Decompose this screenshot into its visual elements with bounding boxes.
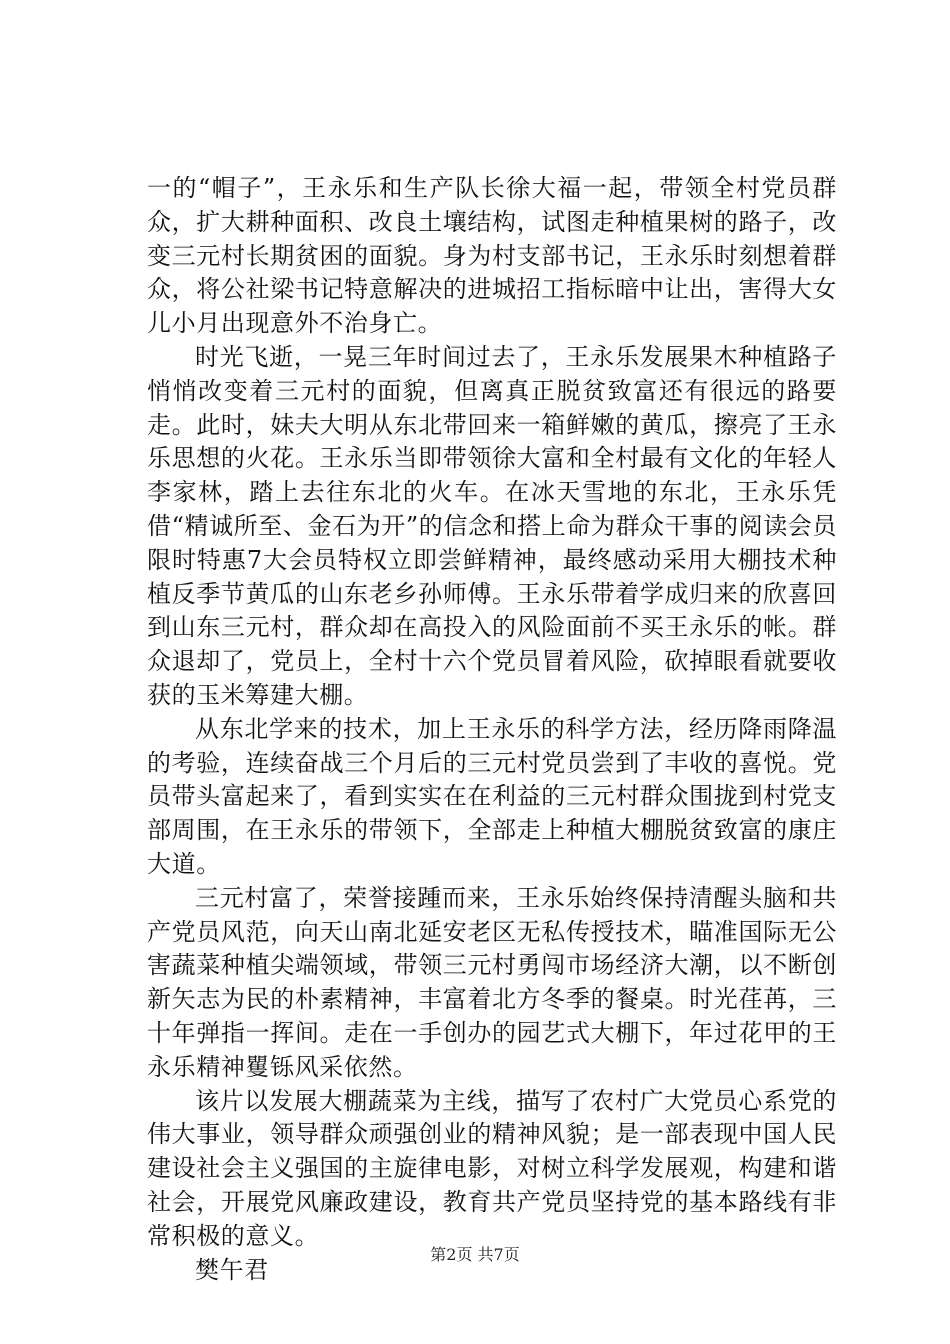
author-name: 樊午君 (195, 1255, 269, 1284)
page-footer (0, 1245, 950, 1265)
paragraph: 从东北学来的技术，加上王永乐的科学方法，经历降雨降温的考验，连续奋战三个月后的三元村党员尝到了丰收的喜悦。党员带头富起来了，看到实实在在利益的三元村群众围拢到村党支部周围，在王永乐的带领下，全部走上种植大棚脱贫致富的康庄大道。 (147, 714, 837, 878)
page-number: 第2页 共7页 (430, 1245, 520, 1264)
document-body (147, 172, 837, 1287)
paragraph-continued: 一的“帽子”，王永乐和生产队长徐大福一起，带领全村党员群众，扩大耕种面积、改良土壤结构，试图走种植果树的路子，改变三元村长期贫困的面貌。身为村支部书记，王永乐时刻想着群众，将公社梁书记特意解决的进城招工指标暗中让出，害得大女儿小月出现意外不治身亡。 (147, 174, 837, 338)
paragraph: 时光飞逝，一晃三年时间过去了，王永乐发展果木种植路子悄悄改变着三元村的面貌，但离真正脱贫致富还有很远的路要走。此时，妹夫大明从东北带回来一箱鲜嫩的黄瓜，擦亮了王永乐思想的火花。王永乐当即带领徐大富和全村最有文化的年轻人李家林，踏上去往东北的火车。在冰天雪地的东北，王永乐凭借“精诚所至、金石为开”的信念和搭上命为群众干事的阅读会员限时特惠7大会员特权立即尝鲜精神，最终感动采用大棚技术种植反季节黄瓜的山东老乡孙师傅。王永乐带着学成归来的欣喜回到山东三元村，群众却在高投入的风险面前不买王永乐的帐。群众退却了，党员上，全村十六个党员冒着风险，砍掉眼看就要收获的玉米筹建大棚。 (147, 342, 837, 709)
paragraph: 该片以发展大棚蔬菜为主线，描写了农村广大党员心系党的伟大事业，领导群众顽强创业的精神风貌；是一部表现中国人民建设社会主义强国的主旋律电影，对树立科学发展观，构建和谐社会，开展党风廉政建设，教育共产党员坚持党的基本路线有非常积极的意义。 (147, 1086, 837, 1250)
paragraph: 三元村富了，荣誉接踵而来，王永乐始终保持清醒头脑和共产党员风范，向天山南北延安老区无私传授技术，瞄准国际无公害蔬菜种植尖端领域，带领三元村勇闯市场经济大潮，以不断创新矢志为民的朴素精神，丰富着北方冬季的餐桌。时光荏苒，三十年弹指一挥间。走在一手创办的园艺式大棚下，年过花甲的王永乐精神矍铄风采依然。 (147, 883, 837, 1081)
